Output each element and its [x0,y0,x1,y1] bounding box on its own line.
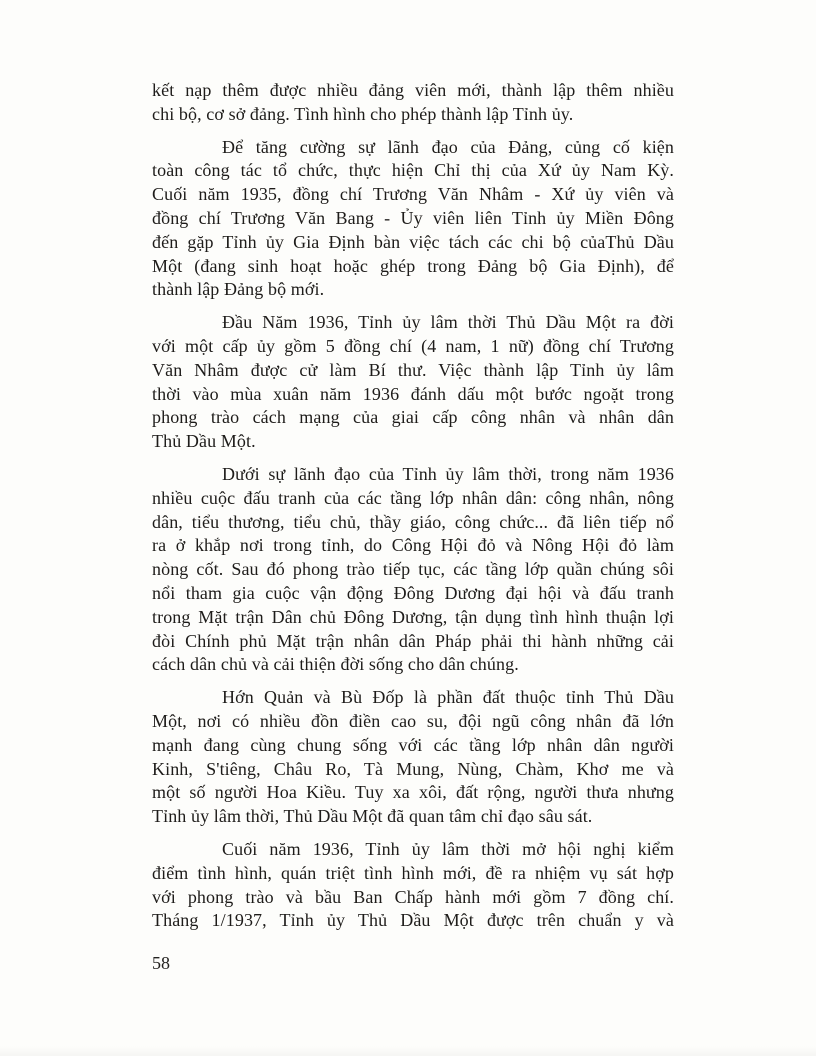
text-line: nhiều cuộc đấu tranh của các tầng lớp nhân dân: công nhân, nông [152,487,674,508]
text-line: toàn công tác tổ chức, thực hiện Chỉ thị của Xứ ủy Nam Kỳ. [152,160,674,181]
text-line: điểm tình hình, quán triệt tình hình mới, đề ra nhiệm vụ sát hợp [152,862,674,883]
paragraph [152,311,674,454]
text-line: với phong trào và bầu Ban Chấp hành mới gồm 7 đồng chí. [152,886,674,907]
page-number: 58 [152,953,170,973]
paragraph [152,79,674,127]
paragraph [152,686,674,829]
paragraph [152,838,674,933]
text-line: đồng chí Trương Văn Bang - Ủy viên liên Tỉnh ủy Miền Đông [152,207,674,228]
text-line: phong trào cách mạng của giai cấp công nhân và nhân dân [152,407,674,428]
text-line: đòi Chính phủ Mặt trận nhân dân Pháp phải thi hành những cải [152,630,674,651]
text-line: Dưới sự lãnh đạo của Tỉnh ủy lâm thời, trong năm 1936 [222,463,674,484]
text-line: Đầu Năm 1936, Tỉnh ủy lâm thời Thủ Dầu Một ra đời [222,312,674,333]
text-line: Một, nơi có nhiều đồn điền cao su, đội ngũ công nhân đã lớn [152,710,674,731]
text-line: một số người Hoa Kiều. Tuy xa xôi, đất rộng, người thưa nhưng [152,782,674,803]
text-line: ra ở khắp nơi trong tỉnh, do Công Hội đỏ và Nông Hội đỏ làm [152,535,674,556]
text-line: nổi tham gia cuộc vận động Đông Dương đại hội và đấu tranh [152,582,674,603]
scan-shade [0,1046,816,1056]
text-line: Kinh, S'tiêng, Châu Ro, Tà Mung, Nùng, Chàm, Khơ me và [152,758,674,779]
text-line: với một cấp ủy gồm 5 đồng chí (4 nam, 1 nữ) đồng chí Trương [152,335,674,356]
text-line: Tỉnh ủy lâm thời, Thủ Dầu Một đã quan tâm chỉ đạo sâu sát. [152,806,593,827]
text-line: nòng cốt. Sau đó phong trào tiếp tục, các tầng lớp quần chúng sôi [152,559,674,580]
text-line: chi bộ, cơ sở đảng. Tình hình cho phép thành lập Tỉnh ủy. [152,103,574,124]
text-line: Tháng 1/1937, Tỉnh ủy Thủ Dầu Một được trên chuẩn y và [152,910,674,931]
text-line: Hớn Quản và Bù Đốp là phần đất thuộc tỉnh Thủ Dầu [222,687,674,708]
text-line: Để tăng cường sự lãnh đạo của Đảng, củng cố kiện [222,136,674,157]
text-line: dân, tiểu thương, tiểu chủ, thầy giáo, công chức... đã liên tiếp nổ [152,511,674,532]
text-line: mạnh đang cùng chung sống với các tầng lớp nhân dân người [152,734,674,755]
text-line: Cuối năm 1936, Tỉnh ủy lâm thời mở hội nghị kiểm [222,838,674,859]
text-line: Văn Nhâm được cử làm Bí thư. Việc thành lập Tỉnh ủy lâm [152,359,674,380]
paragraph [152,136,674,303]
text-line: trong Mặt trận Dân chủ Đông Dương, tận dụng tình hình thuận lợi [152,606,674,627]
text-block [152,79,674,942]
text-line: Một (đang sinh hoạt hoặc ghép trong Đảng bộ Gia Định), để [152,255,674,276]
text-line: đến gặp Tỉnh ủy Gia Định bàn việc tách các chi bộ củaThủ Dầu [152,231,674,252]
text-line: thời vào mùa xuân năm 1936 đánh dấu một bước ngoặt trong [152,383,674,404]
text-line: Cuối năm 1935, đồng chí Trương Văn Nhâm - Xứ ủy viên và [152,184,674,205]
text-line: kết nạp thêm được nhiều đảng viên mới, thành lập thêm nhiều [152,80,674,100]
text-line: thành lập Đảng bộ mới. [152,279,325,300]
paragraph [152,463,674,677]
text-line: Thủ Dầu Một. [152,431,256,452]
text-line: cách dân chủ và cải thiện đời sống cho dân chúng. [152,654,519,675]
